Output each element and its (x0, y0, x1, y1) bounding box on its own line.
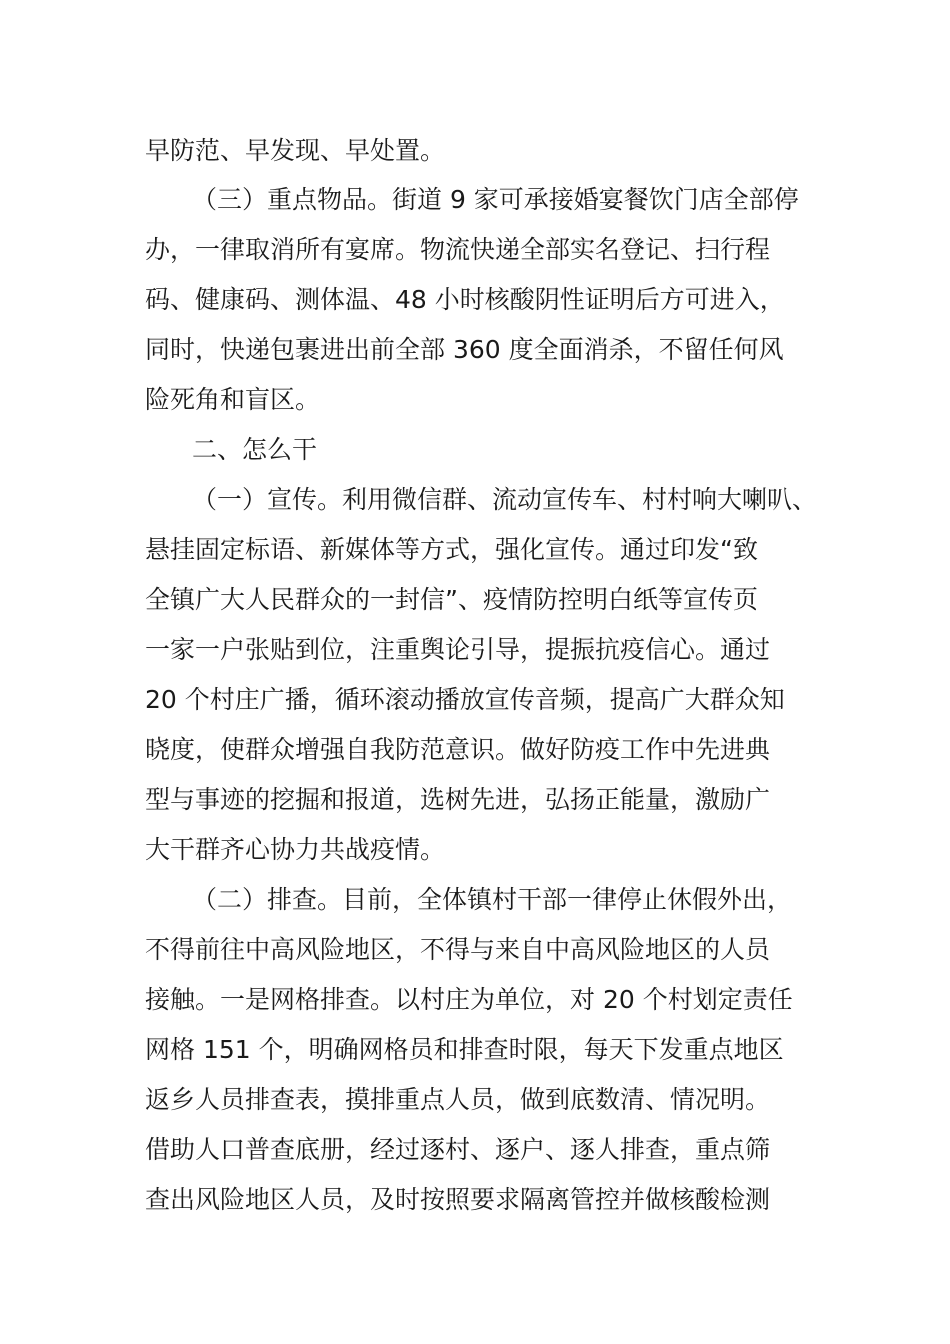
body-text-line: 大干群齐心协力共战疫情。 (145, 835, 446, 864)
body-text-line: 返乡人员排查表，摸排重点人员，做到底数清、情况明。 (145, 1085, 771, 1114)
body-text-line: 全镇广大人民群众的一封信”、疫情防控明白纸等宣传页 (145, 585, 758, 614)
body-text-line: 办，一律取消所有宴席。物流快递全部实名登记、扫行程 (145, 235, 771, 264)
body-text-line: 悬挂固定标语、新媒体等方式，强化宣传。通过印发“致 (145, 535, 758, 564)
body-text-line: 晓度，使群众增强自我防范意识。做好防疫工作中先进典 (145, 735, 771, 764)
body-text-line: 借助人口普查底册，经过逐村、逐户、逐人排查，重点筛 (145, 1135, 771, 1164)
body-text-line: 查出风险地区人员，及时按照要求隔离管控并做核酸检测 (145, 1185, 771, 1214)
body-text-line: 一家一户张贴到位，注重舆论引导，提振抗疫信心。通过 (145, 635, 771, 664)
body-text-line: 20 个村庄广播，循环滚动播放宣传音频，提高广大群众知 (145, 685, 785, 714)
section-heading-publicity: （一）宣传。利用微信群、流动宣传车、村村响大喇叭、 (192, 485, 818, 514)
body-text-line: 网格 151 个，明确网格员和排查时限，每天下发重点地区 (145, 1035, 784, 1064)
body-text-line: 险死角和盲区。 (145, 385, 321, 414)
section-heading-how-to: 二、怎么干 (192, 435, 318, 464)
body-text-line: 不得前往中高风险地区，不得与来自中高风险地区的人员 (145, 935, 771, 964)
body-text-line: 型与事迹的挖掘和报道，选树先进，弘扬正能量，激励广 (145, 785, 771, 814)
section-heading-screening: （二）排查。目前，全体镇村干部一律停止休假外出， (192, 885, 793, 914)
body-text-line: 同时，快递包裹进出前全部 360 度全面消杀，不留任何风 (145, 335, 784, 364)
section-heading-key-items: （三）重点物品。街道 9 家可承接婚宴餐饮门店全部停 (192, 185, 799, 214)
body-text-line: 早防范、早发现、早处置。 (145, 136, 446, 165)
body-text-line: 码、健康码、测体温、48 小时核酸阴性证明后方可进入， (145, 285, 785, 314)
body-text-line: 接触。一是网格排查。以村庄为单位，对 20 个村划定责任 (145, 985, 793, 1014)
